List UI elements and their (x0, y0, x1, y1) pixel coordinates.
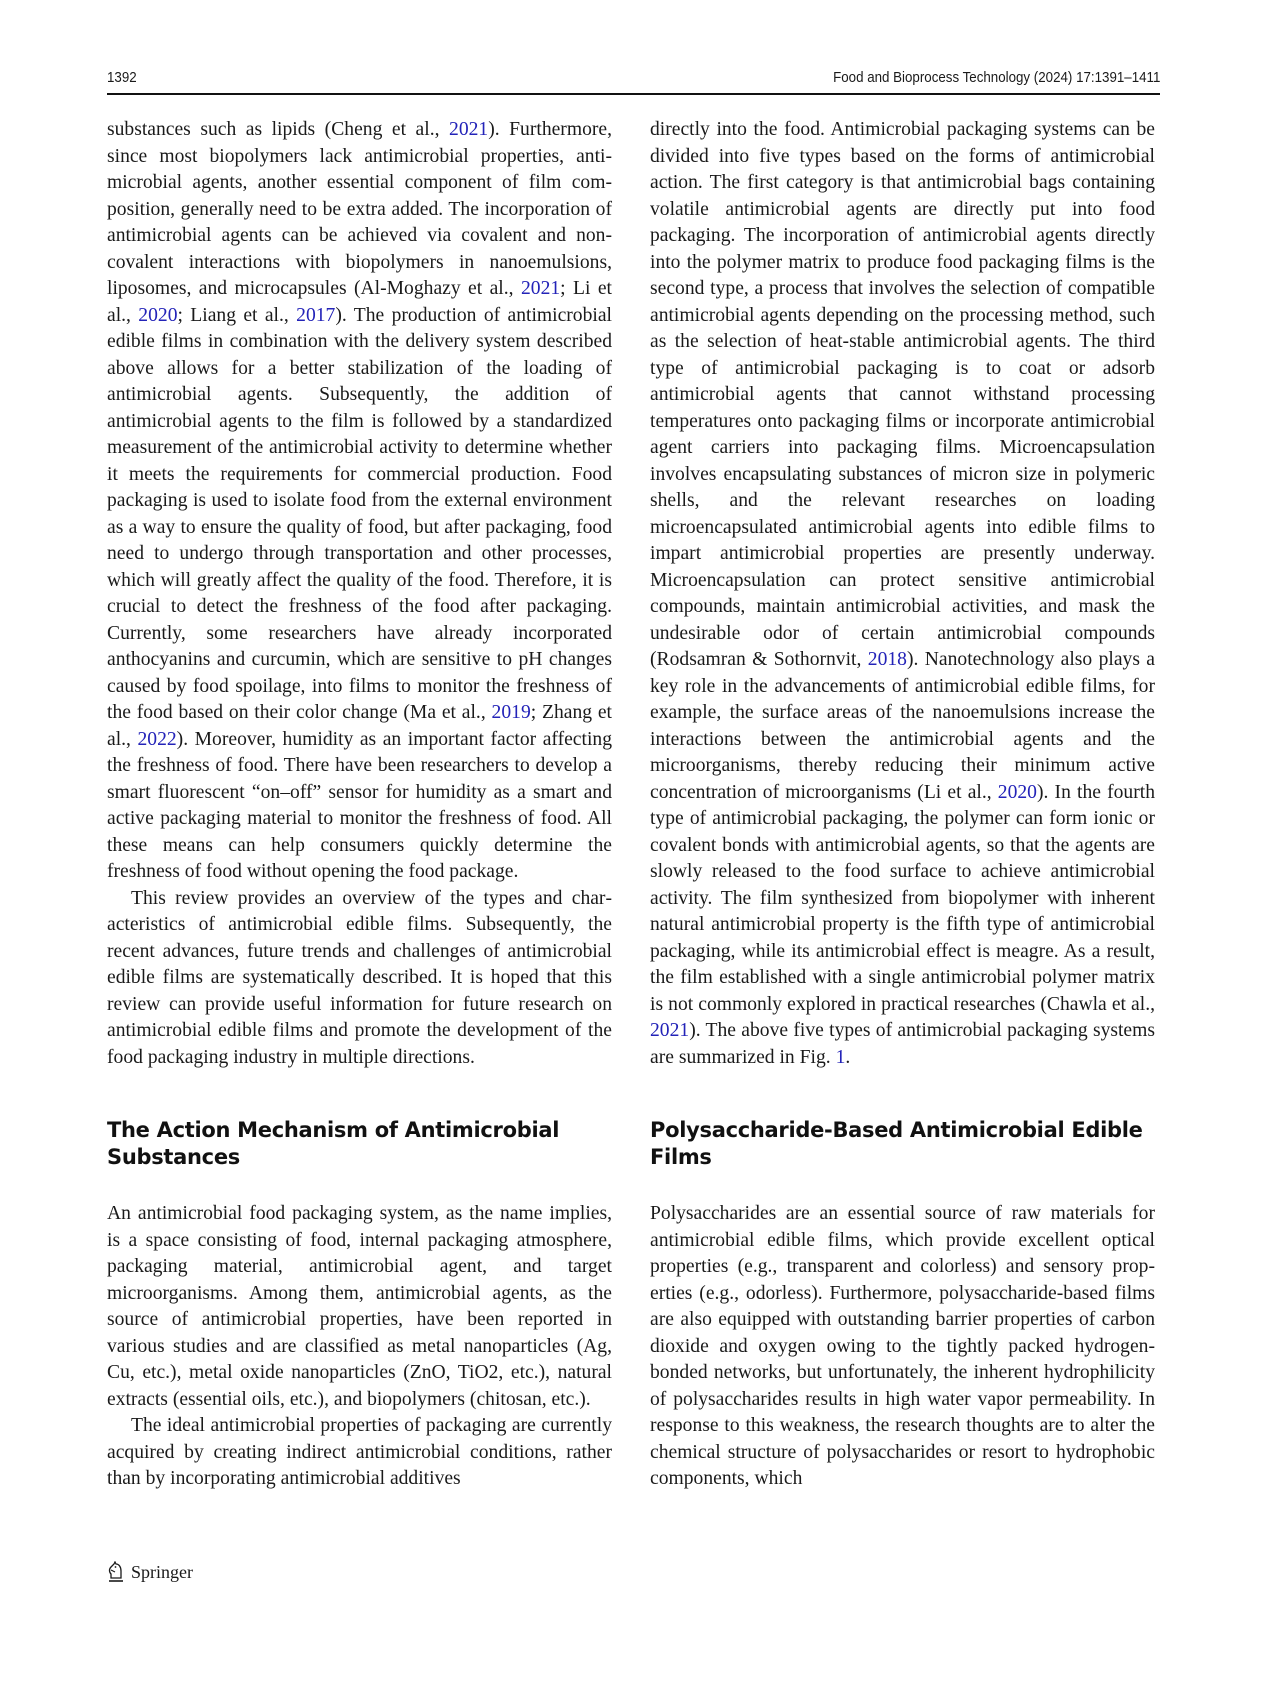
citation-link[interactable]: 2017 (296, 304, 336, 326)
publisher-footer (107, 1561, 193, 1583)
citation-link[interactable]: 2021 (650, 1020, 690, 1041)
citation-link[interactable]: 2021 (449, 119, 489, 140)
page-number: 1392 (107, 70, 137, 86)
publisher-name: Springer (131, 1561, 193, 1582)
paragraph: The ideal antimicrobial properties of packaging are currently acquired by creating indirect antimicrobial conditions, rather than by incorporating antimicrobial additives (107, 1415, 612, 1489)
paragraph: Polysaccharides are an essential source of raw materials for antimicrobial edible films, which provide excellent optical properties (e.g., transparent and colorless) and sensory properties (e.g., odorless). Furthermore, polysaccharide-based films are also equipped with outstanding barrier properties of carbon dioxide and oxygen owing to the tightly packed hydrogen-bonded networks, but unfortunately, the inherent hydrophilicity of polysaccharides results in high water vapor permeability. In response to this weakness, the research thoughts are to alter the chemical structure of polysaccharides or resort to hydrophobic components, which (650, 1203, 1155, 1489)
journal-citation: Food and Bioprocess Technology (2024) 17:1391–1411 (833, 70, 1161, 86)
citation-link[interactable]: 2019 (491, 702, 531, 723)
springer-knight-icon (107, 1561, 125, 1583)
paragraph: substances such as lipids (Cheng et al., 2021). Furthermore, since most biopolymers lack antimicrobial properties, antimicrobial agents, another essential component of film composition, generally need to be extra added. The incorporation of antimicrobial agents can be achieved via covalent and non-covalent interactions with biopolymers in nanoemulsions, liposomes, and microcapsules (Al-Moghazy et al., 2021; Li et al., 2020; Liang et al., 2017). The production of antimicrobial edible films in combination with the delivery system described above allows for a better stabilization of the loading of antimicrobial agents. Subsequently, the addition of antimicrobial agents to the film is followed by a standardized measurement of the antimicrobial activity to determine whether it meets the requirements for commercial production. Food packaging is used to isolate food from the external environment as a way to ensure the quality of food, but after packaging, food need to undergo through transportation and other processes, which will greatly affect the quality of the food. Therefore, it is crucial to detect the freshness of the food after packaging. Currently, some researchers have already incorporated anthocyanins and curcumin, which are sensitive to pH changes caused by food spoilage, into films to monitor the freshness of the food based on their color change (Ma et al., 2019; Zhang et al., 2022). Moreover, humidity as an important factor affecting the freshness of food. There have been researchers to develop a smart fluorescent “on–off” sensor for humidity as a smart and active packaging material to monitor the freshness of food. All these means can help consumers quickly determine the freshness of food without opening the food package. (107, 119, 612, 882)
citation-link[interactable]: 2021 (520, 278, 561, 299)
paragraph: directly into the food. Antimicrobial packaging systems can be divided into five types based on the forms of antimicrobial action. The first category is that antimicrobial bags containing volatile antimicrobial agents are directly put into food packaging. The incorporation of antimicrobial agents directly into the polymer matrix to produce food packaging films is the second type, a process that involves the selection of compatible antimicrobial agents depending on the processing method, such as the selection of heat-stable antimicrobial agents. The third type of antimicrobial packaging is to coat or adsorb antimicrobial agents that cannot withstand processing temperatures onto packaging films or incorporate antimicrobial agent carriers into packaging films. Microencapsulation involves encapsulating substances of micron size in polymeric shells, and the relevant researches on loading microencapsulated antimicrobial agents into edible films to impart antimicrobial properties are presently underway. Microencapsulation can protect sensitive antimicrobial compounds, maintain antimicrobial activities, and mask the undesirable odor of certain antimicrobial compounds (Rodsamran & Sothornvit, 2018). Nanotechnology also plays a key role in the advancements of antimicrobial edible films, for example, the surface areas of the nanoemulsions increase the interactions between the antimicrobial agents and the microorganisms, thereby reducing their minimum active concentration of microorganisms (Li et al., 2020). In the fourth type of antimicrobial packaging, the polymer can form ionic or covalent bonds with antimicrobial agents, so that the agents are slowly released to the food surface to achieve antimicrobial activity. The film synthesized from biopolymer with inherent natural antimicrobial property is the fifth type of antimicrobial packaging, while its antimicrobial effect is meagre. As a result, the film established with a single antimicrobial polymer matrix is not commonly explored in practical researches (Chawla et al., 2021). The above five types of antimicrobial packaging systems are summarized in Fig. 1. (650, 119, 1156, 1068)
running-head (107, 66, 1160, 90)
header-rule (107, 93, 1160, 95)
citation-link[interactable]: 2018 (867, 649, 907, 670)
paragraph: An antimicrobial food packaging system, as the name implies, is a space consisting of food, internal packaging atmosphere, packaging material, antimicrobial agent, and target microorganisms. Among them, antimicrobial agents, as the source of antimicrobial properties, have been reported in various studies and are classified as metal nanoparticles (Ag, Cu, etc.), metal oxide nanoparticles (ZnO, TiO2, etc.), natural extracts (essential oils, etc.), and biopolymers (chitosan, etc.). (107, 1203, 612, 1410)
left-column (107, 117, 612, 1493)
paragraph: This review provides an overview of the types and characteristics of antimicrobial edible films. Subsequently, the recent advances, future trends and challenges of antimicrobial edible films are systematically described. It is hoped that this review can provide useful information for future research on antimicrobial edible films and promote the development of the food packaging industry in multiple directions. (107, 887, 612, 1068)
right-column (650, 117, 1155, 1493)
section-heading: Polysaccharide-Based Antimicrobial Edible Films (650, 1118, 1143, 1169)
section-heading: The Action Mechanism of Antimicrobial Substances (107, 1118, 560, 1169)
citation-link[interactable]: 1 (835, 1046, 846, 1068)
citation-link[interactable]: 2020 (997, 781, 1037, 803)
citation-link[interactable]: 2020 (138, 304, 178, 326)
citation-link[interactable]: 2022 (137, 728, 177, 750)
